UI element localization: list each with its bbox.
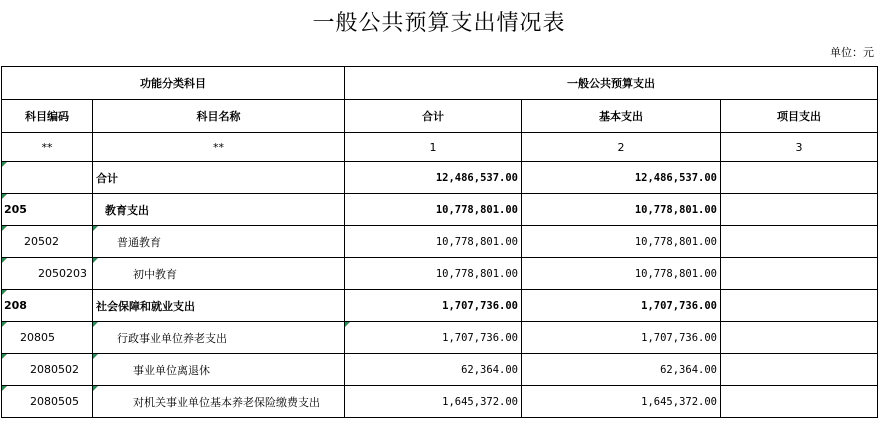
index-code: ** <box>2 133 93 162</box>
header-basic: 基本支出 <box>522 100 721 133</box>
row-basic: 12,486,537.00 <box>522 162 721 194</box>
unit-label: 单位：元 <box>830 46 874 59</box>
row-code: 20502 <box>2 226 93 258</box>
row-total: 12,486,537.00 <box>345 162 522 194</box>
row-project <box>721 226 878 258</box>
row-name: 社会保障和就业支出 <box>93 290 345 322</box>
row-project <box>721 322 878 354</box>
row-project <box>721 290 878 322</box>
header-group-functional: 功能分类科目 <box>2 67 345 100</box>
row-basic: 62,364.00 <box>522 354 721 386</box>
row-name: 事业单位离退休 <box>93 354 345 386</box>
index-project: 3 <box>721 133 878 162</box>
index-total: 1 <box>345 133 522 162</box>
row-code: 2050203 <box>2 258 93 290</box>
index-basic: 2 <box>522 133 721 162</box>
row-basic: 1,707,736.00 <box>522 290 721 322</box>
row-total: 1,645,372.00 <box>345 386 522 418</box>
header-project: 项目支出 <box>721 100 878 133</box>
header-group-budget: 一般公共预算支出 <box>345 67 878 100</box>
table-row <box>2 322 878 354</box>
header-name: 科目名称 <box>93 100 345 133</box>
header-row-group <box>2 67 878 100</box>
table-row <box>2 162 878 194</box>
row-total: 10,778,801.00 <box>345 226 522 258</box>
header-row-index <box>2 133 878 162</box>
row-code <box>2 162 93 194</box>
row-basic: 10,778,801.00 <box>522 226 721 258</box>
row-name: 合计 <box>93 162 345 194</box>
index-name: ** <box>93 133 345 162</box>
row-code: 208 <box>2 290 93 322</box>
row-code: 2080505 <box>2 386 93 418</box>
row-project <box>721 258 878 290</box>
row-project <box>721 162 878 194</box>
header-total: 合计 <box>345 100 522 133</box>
row-total: 10,778,801.00 <box>345 194 522 226</box>
row-basic: 1,645,372.00 <box>522 386 721 418</box>
row-basic: 10,778,801.00 <box>522 258 721 290</box>
row-total: 62,364.00 <box>345 354 522 386</box>
row-name: 行政事业单位养老支出 <box>93 322 345 354</box>
table-row <box>2 194 878 226</box>
table-row <box>2 354 878 386</box>
row-total: 10,778,801.00 <box>345 258 522 290</box>
row-code: 205 <box>2 194 93 226</box>
row-name: 对机关事业单位基本养老保险缴费支出 <box>93 386 345 418</box>
table-row <box>2 290 878 322</box>
header-code: 科目编码 <box>2 100 93 133</box>
row-total: 1,707,736.00 <box>345 290 522 322</box>
row-basic: 1,707,736.00 <box>522 322 721 354</box>
row-project <box>721 386 878 418</box>
table-row <box>2 258 878 290</box>
table-row <box>2 386 878 418</box>
row-name: 教育支出 <box>93 194 345 226</box>
row-total: 1,707,736.00 <box>345 322 522 354</box>
budget-table <box>1 66 878 418</box>
row-project <box>721 194 878 226</box>
row-basic: 10,778,801.00 <box>522 194 721 226</box>
row-code: 2080502 <box>2 354 93 386</box>
header-row-columns <box>2 100 878 133</box>
row-code: 20805 <box>2 322 93 354</box>
row-project <box>721 354 878 386</box>
row-name: 普通教育 <box>93 226 345 258</box>
page-title: 一般公共预算支出情况表 <box>312 11 566 36</box>
row-name: 初中教育 <box>93 258 345 290</box>
table-row <box>2 226 878 258</box>
